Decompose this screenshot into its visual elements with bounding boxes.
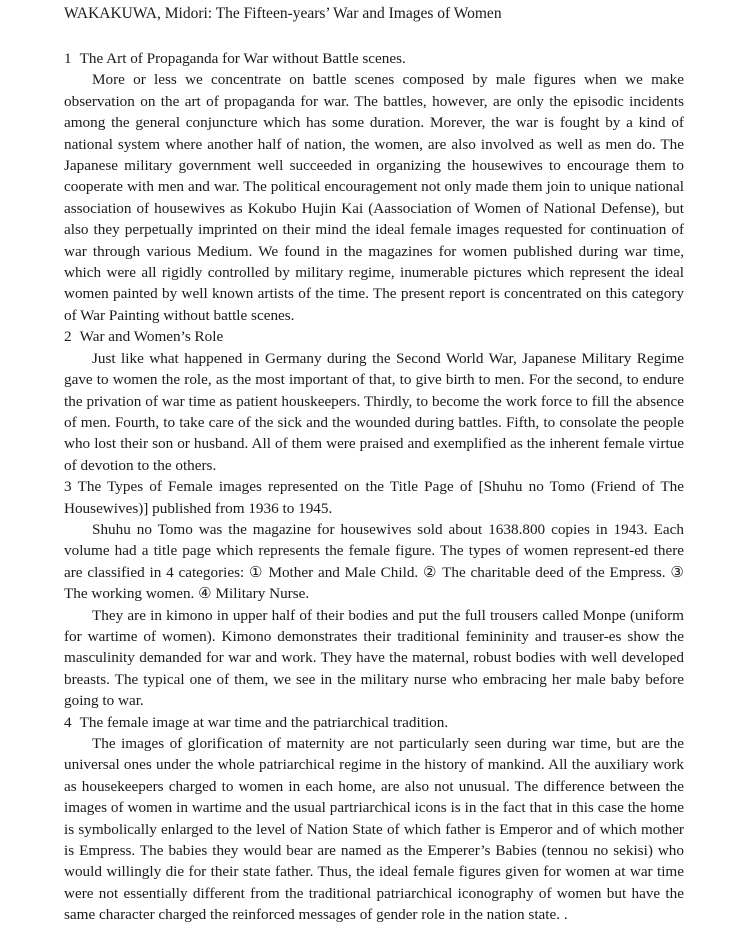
running-header: WAKAKUWA, Midori: The Fifteen-years’ War and Images of Women bbox=[64, 5, 502, 22]
section-number: 3 bbox=[64, 478, 72, 496]
paragraph: They are in kimono in upper half of their bodies and put the full trousers called Monpe (uniform for wartime of women). Kimono demonstrates their traditional femininity and trauser-es show the masculinity demanded for war and work. They have the maternal, robust bodies with well developed breasts. The typical one of them, we see in the military nurse who embracing her male baby before going to war. bbox=[64, 606, 684, 710]
section-title: The Types of Female images represented on the Title Page of [Shuhu no Tomo (Friend of The Housewives)] published from 1936 to 1945. bbox=[64, 478, 684, 517]
paragraph: The images of glorification of maternity are not particularly seen during war time, but are the universal ones under the whole patriarchical regime in the history of mankind. All the auxiliary work as housekeepers charged to women in each home, are also not unusual. The difference between the images of women in wartime and the usual partriarchical icons is in the fact that in this case the home is symbolically enlarged to the level of Nation State of which father is Emperor and of which mother is Empress. The babies they would bear are named as the Emperer’s Babies (tennou no sekisi) who would willingly die for their state father. Thus, the ideal female figures given for women at war time were not essentially different from the traditional patriarchical iconography of women but have the same character charged the reinforced messages of gender role in the nation state. . bbox=[64, 735, 684, 924]
section-title: The female image at war time and the patriarchical tradition. bbox=[79, 713, 449, 731]
section-heading bbox=[64, 48, 684, 69]
article-body bbox=[64, 48, 684, 926]
paragraph: Just like what happened in Germany during the Second World War, Japanese Military Regime gave to women the role, as the most important of that, to give birth to men. For the second, to endure the privation of war time as patient houskeepers. Thirdly, to become the work force to fill the absence of men. Fourth, to take care of the sick and the wounded during battles. Fifth, to consolate the people who lost their son or husband. All of them were praised and exemplified as the inherent female virtue of devotion to the others. bbox=[64, 349, 684, 474]
section-title: The Art of Propaganda for War without Battle scenes. bbox=[79, 50, 406, 67]
section-heading bbox=[64, 712, 684, 733]
section-number: 1 bbox=[64, 50, 72, 67]
section-number: 2 bbox=[64, 328, 72, 346]
section-heading bbox=[64, 476, 684, 519]
section-title: War and Women’s Role bbox=[79, 328, 224, 346]
section-number: 4 bbox=[64, 713, 72, 731]
paragraph: More or less we concentrate on battle scenes composed by male figures when we make observation on the art of propaganda for war. The battles, however, are only the episodic incidents among the general conjuncture which has some duration. Morever, the war is fought by a kind of national system where another half of nation, the women, are also involved as well as men do. The Japanese military government well succeeded in organizing the housewives to encourage them to cooperate with men and war. The political encouragement not only made them join to unique national association of housewives as Kokubo Hujin Kai (Aassociation of Women of National Defense), but also they perpetually imprinted on their mind the ideal female images requested for continuation of war through various Medium. We found in the magazines for women published during war time, which were all rigidly controlled by military regime, inumerable pictures which represent the ideal women painted by well known artists of the time. The present report is concentrated on this category of War Painting without battle scenes. bbox=[64, 71, 684, 324]
paragraph: Shuhu no Tomo was the magazine for housewives sold about 1638.800 copies in 1943. Each volume had a title page which represents the female figure. The types of women represent-ed there are classified in 4 categories: ① Mother and Male Child. ② The charitable deed of the Empress. ③ The working women. ④ Military Nurse. bbox=[64, 520, 684, 603]
section-heading bbox=[64, 326, 684, 347]
